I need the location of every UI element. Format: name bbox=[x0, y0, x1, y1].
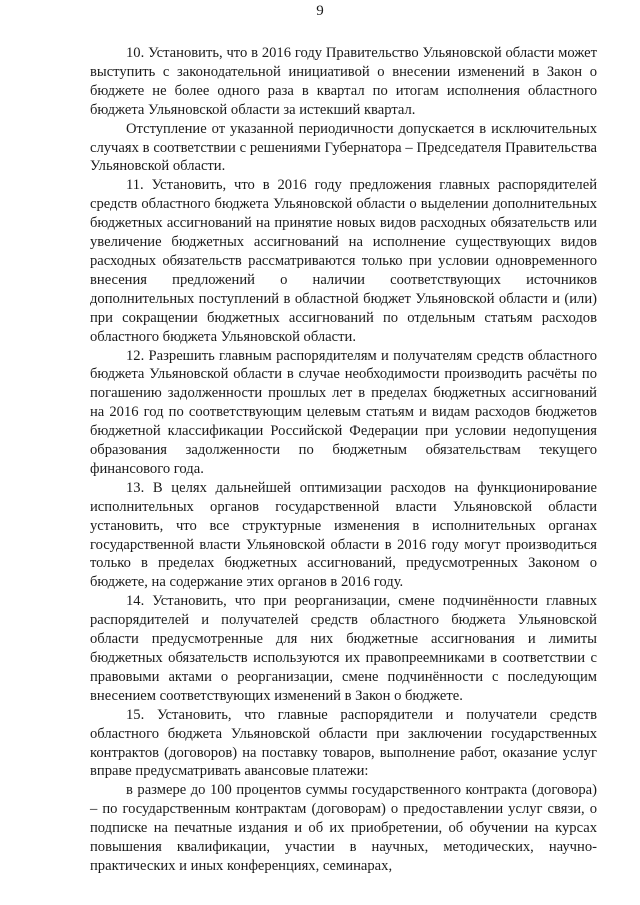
paragraph-14: 14. Установить, что при реорганизации, смене подчинённости главных распорядителей и получателей средств областного бюджета Ульяновской области предусмотренные для них бюджетные ассигнования и лимиты бюджетных обязательств используются их правопреемниками в соответствии с правовыми актами о реорганизации, смене подчинённости с последующим внесением соответствующих изменений в Закон о бюджете. bbox=[90, 593, 597, 704]
paragraph-10: 10. Установить, что в 2016 году Правительство Ульяновской области может выступить с законодательной инициативой о внесении изменений в Закон о бюджете не более одного раза в квартал по итогам исполнения областного бюджета Ульяновской области за истекший квартал. bbox=[90, 45, 597, 118]
paragraph-11: 11. Установить, что в 2016 году предложения главных распорядителей средств областного бюджета Ульяновской области о выделении дополнительных бюджетных ассигнований на принятие новых видов расходных обязательств или увеличение бюджетных ассигнований на исполнение существующих видов расходных обязательств рассматриваются только при условии одновременного внесения предложений о наличии соответствующих источников дополнительных поступлений в областной бюджет Ульяновской области и (или) при сокращении бюджетных ассигнований по отдельным статьям расходов областного бюджета Ульяновской области. bbox=[90, 177, 597, 345]
paragraph-13: 13. В целях дальнейшей оптимизации расходов на функционирование исполнительных органов государственной власти Ульяновской области установить, что все структурные изменения в исполнительных органах государственной власти Ульяновской области в 2016 году могут производиться только в пределах бюджетных ассигнований, предусмотренных Законом о бюджете, на содержание этих органов в 2016 году. bbox=[90, 479, 597, 591]
paragraph-12: 12. Разрешить главным распорядителям и получателям средств областного бюджета Ульяновской области в случае необходимости производить расчёты по погашению задолженности прошлых лет в пределах бюджетных ассигнований на 2016 год по соответствующим целевым статьям и видам расходов бюджетов бюджетной классификации Российской Федерации при условии недопущения образования задолженности по бюджетным обязательствам текущего финансового года. bbox=[90, 347, 597, 477]
paragraph-15: 15. Установить, что главные распорядители и получатели средств областного бюджета Ульяновской области при заключении государственных контрактов (договоров) на поставку товаров, выполнение работ, оказание услуг вправе предусматривать авансовые платежи: bbox=[90, 706, 597, 780]
paragraph-15-item: в размере до 100 процентов суммы государственного контракта (договора) – по государственным контрактам (договорам) о предоставлении услуг связи, о подписке на печатные издания и об их приобретении, об обучении на курсах повышения квалификации, участии в научных, методических, научно-практических и иных конференциях, семинарах, bbox=[90, 782, 597, 874]
document-body bbox=[90, 44, 597, 876]
paragraph-10-exception: Отступление от указанной периодичности допускается в исключительных случаях в соответствии с решениями Губернатора – Председателя Правительства Ульяновской области. bbox=[90, 120, 597, 175]
page-number: 9 bbox=[316, 3, 324, 19]
